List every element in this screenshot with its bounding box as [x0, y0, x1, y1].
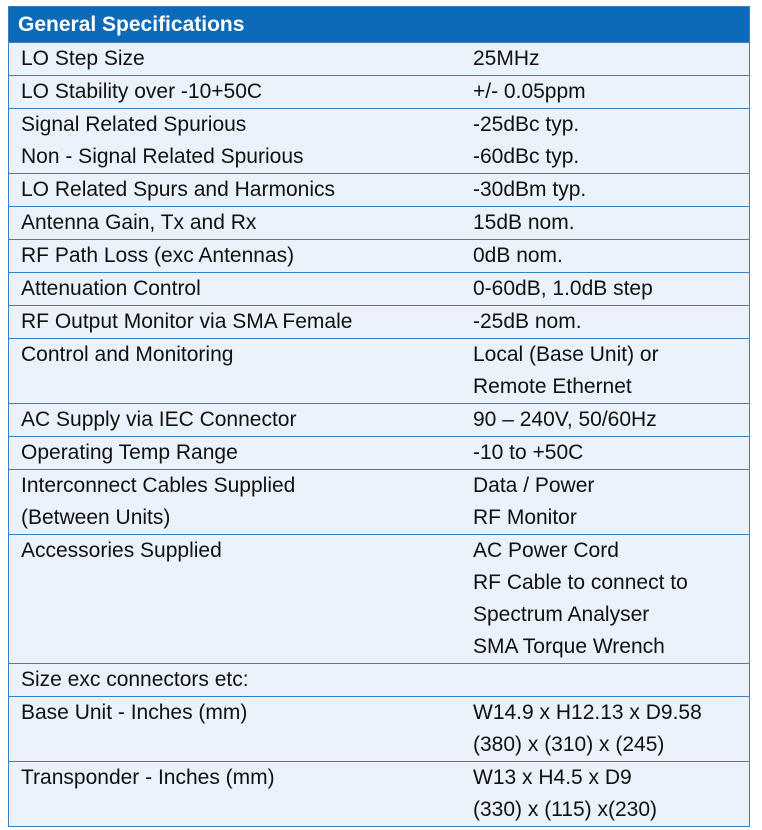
spec-label: Control and Monitoring: [21, 343, 234, 366]
spec-value: (380) x (310) x (245): [473, 733, 665, 756]
spec-value-cell: [461, 43, 749, 75]
spec-value-cell: [461, 174, 749, 206]
spec-label: AC Supply via IEC Connector: [21, 408, 297, 431]
spec-label-cell: [9, 339, 461, 403]
spec-label: LO Step Size: [21, 47, 145, 70]
table-row: [9, 696, 749, 761]
spec-label: Transponder - Inches (mm): [21, 766, 275, 789]
spec-label-cell: [9, 470, 461, 534]
spec-label-cell: [9, 664, 749, 696]
spec-label-cell: [9, 43, 461, 75]
table-row: [9, 43, 749, 75]
spec-value-cell: [461, 437, 749, 469]
table-row: [9, 534, 749, 663]
table-row: [9, 436, 749, 469]
spec-label: Signal Related Spurious: [21, 113, 247, 136]
table-body: [9, 43, 749, 826]
spec-value-cell: [461, 697, 749, 761]
spec-value-cell: [461, 470, 749, 534]
spec-label-cell: [9, 437, 461, 469]
table-row: [9, 761, 749, 826]
spec-label-cell: [9, 174, 461, 206]
spec-label-cell: [9, 109, 461, 173]
spec-value: RF Monitor: [473, 506, 577, 529]
spec-label: Attenuation Control: [21, 277, 201, 300]
spec-label: RF Output Monitor via SMA Female: [21, 310, 353, 333]
spec-value: Remote Ethernet: [473, 375, 632, 398]
spec-value: RF Cable to connect to: [473, 571, 688, 594]
spec-value-cell: [461, 76, 749, 108]
spec-label: (Between Units): [21, 506, 171, 529]
spec-label-cell: [9, 306, 461, 338]
spec-value: 0-60dB, 1.0dB step: [473, 277, 653, 300]
table-row: [9, 305, 749, 338]
spec-value-cell: [461, 762, 749, 826]
spec-label-cell: [9, 273, 461, 305]
table-title: General Specifications: [9, 7, 749, 43]
table-row: [9, 239, 749, 272]
table-row: [9, 206, 749, 239]
spec-value: 90 – 240V, 50/60Hz: [473, 408, 657, 431]
spec-value-cell: [461, 404, 749, 436]
spec-label: Interconnect Cables Supplied: [21, 474, 296, 497]
spec-value: 0dB nom.: [473, 244, 563, 267]
spec-label-cell: [9, 535, 461, 663]
spec-value: 25MHz: [473, 47, 540, 70]
spec-label: Operating Temp Range: [21, 441, 238, 464]
spec-value: W14.9 x H12.13 x D9.58: [473, 701, 702, 724]
spec-value-cell: [461, 535, 749, 663]
spec-label: RF Path Loss (exc Antennas): [21, 244, 295, 267]
spec-value-cell: [461, 240, 749, 272]
spec-label: Base Unit - Inches (mm): [21, 701, 248, 724]
table-row: [9, 663, 749, 696]
spec-label: Antenna Gain, Tx and Rx: [21, 211, 257, 234]
spec-value: +/- 0.05ppm: [473, 80, 586, 103]
spec-label-cell: [9, 697, 461, 761]
spec-label-cell: [9, 240, 461, 272]
specifications-table: [8, 6, 750, 827]
spec-value-cell: [461, 109, 749, 173]
spec-value: (330) x (115) x(230): [473, 798, 658, 821]
spec-value: SMA Torque Wrench: [473, 635, 665, 658]
table-row: [9, 338, 749, 403]
spec-label: Non - Signal Related Spurious: [21, 145, 304, 168]
spec-value: -30dBm typ.: [473, 178, 587, 201]
spec-label-cell: [9, 762, 461, 826]
spec-value: -25dBc typ.: [473, 113, 580, 136]
spec-value-cell: [461, 306, 749, 338]
spec-label-cell: [9, 207, 461, 239]
table-row: [9, 272, 749, 305]
spec-value: AC Power Cord: [473, 539, 619, 562]
spec-value: Spectrum Analyser: [473, 603, 650, 626]
spec-label-cell: [9, 76, 461, 108]
spec-value: W13 x H4.5 x D9: [473, 766, 632, 789]
table-row: [9, 173, 749, 206]
spec-label: Size exc connectors etc:: [21, 668, 249, 691]
spec-label-cell: [9, 404, 461, 436]
spec-value-cell: [461, 273, 749, 305]
spec-value: -25dB nom.: [473, 310, 582, 333]
spec-value: -10 to +50C: [473, 441, 584, 464]
spec-label: Accessories Supplied: [21, 539, 222, 562]
table-row: [9, 403, 749, 436]
spec-value: Data / Power: [473, 474, 595, 497]
spec-value: -60dBc typ.: [473, 145, 580, 168]
table-row: [9, 108, 749, 173]
spec-value: Local (Base Unit) or: [473, 343, 659, 366]
spec-label: LO Stability over -10+50C: [21, 80, 263, 103]
spec-value-cell: [461, 207, 749, 239]
table-row: [9, 75, 749, 108]
table-row: [9, 469, 749, 534]
spec-value: 15dB nom.: [473, 211, 575, 234]
spec-value-cell: [461, 339, 749, 403]
spec-label: LO Related Spurs and Harmonics: [21, 178, 335, 201]
